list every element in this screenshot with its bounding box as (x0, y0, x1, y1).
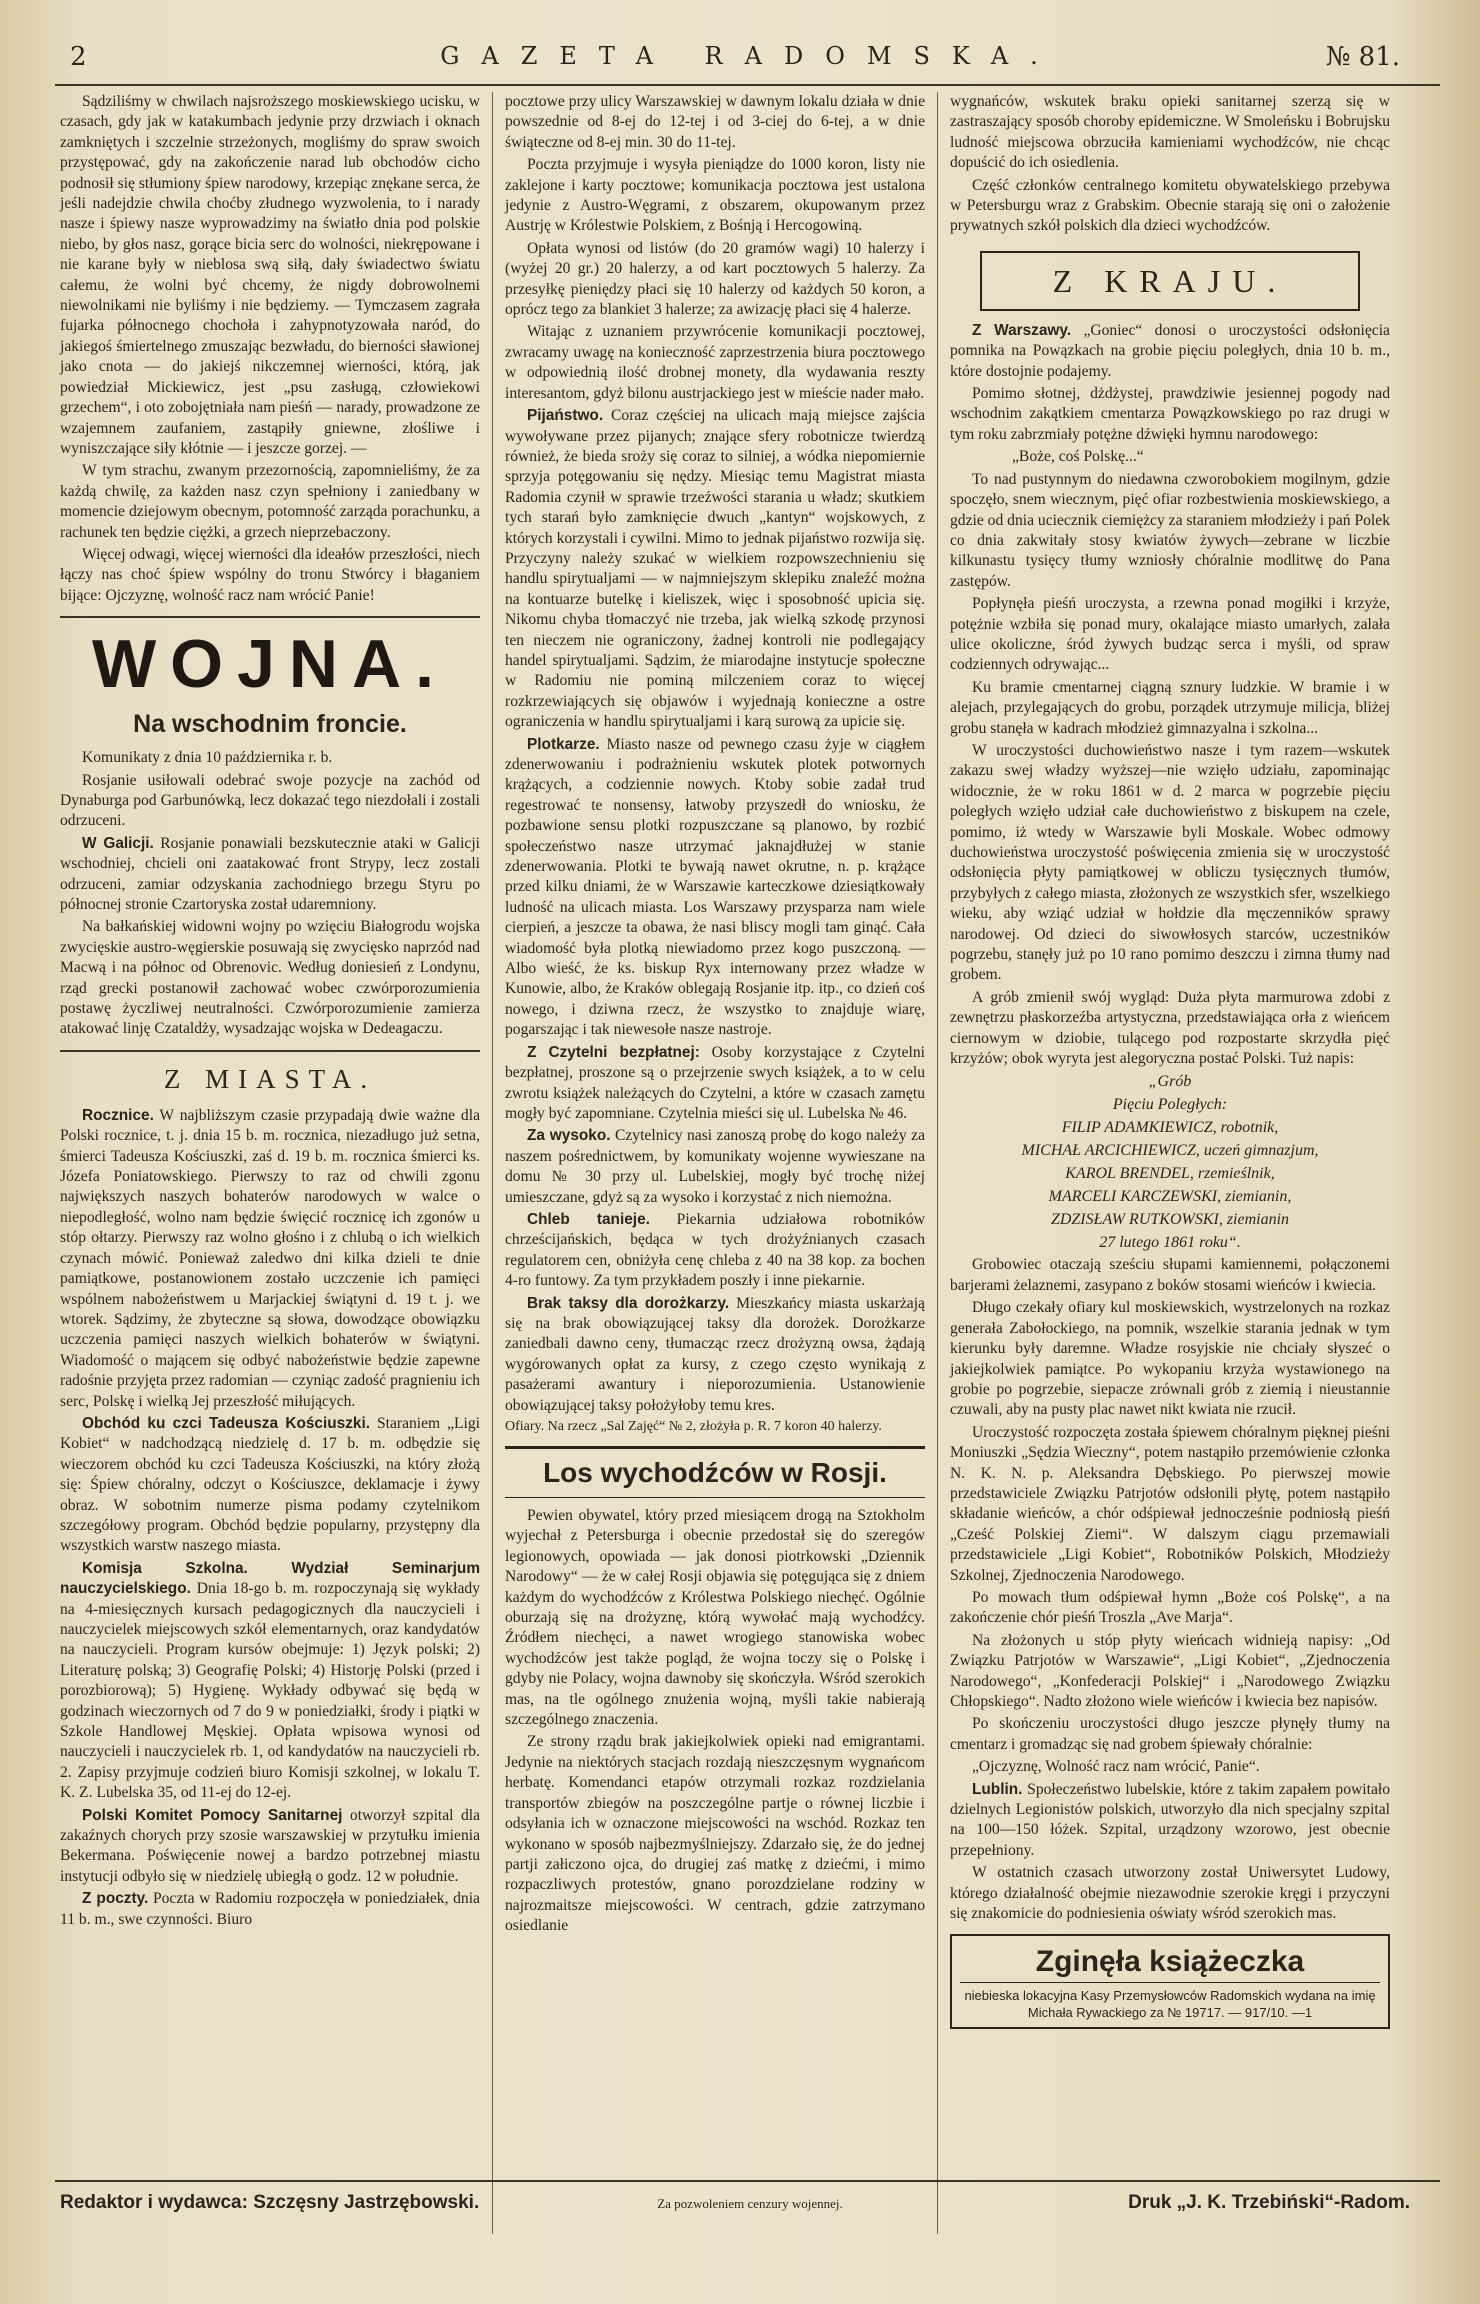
article-paragraph: wygnańców, wskutek braku opieki sanitarnej szerzą się w zastraszający sposób choroby epidemiczne. W Smoleńsku i Bobrujsku ludność miejscowa obrzuciła kamieniami wychodźców, nie chcąc dopuścić do ich osiedlenia. (950, 93, 1390, 172)
inscription-line: FILIP ADAMKIEWICZ, robotnik, (1061, 1119, 1279, 1137)
section-rule (60, 616, 480, 618)
lead-in: Pijaństwo. (527, 407, 604, 425)
lead-in: W Galicji. (82, 834, 154, 852)
article-paragraph: Po skończeniu uroczystości długo jeszcze płynęły tłumy na cmentarz i gromadząc się nad grobem śpiewały chóralnie: (950, 1715, 1390, 1753)
war-headline: WOJNA. (92, 626, 448, 703)
column-1 (60, 92, 480, 1932)
hymn-quote: „Boże, coś Polskę...“ (1012, 448, 1144, 466)
article-paragraph: Część członków centralnego komitetu obywatelskiego przebywa w Petersburgu wraz z Grabskim. Obecnie starają się oni o założenie prywatnych szkół polskich dla dzieci wychodźców. (950, 176, 1390, 235)
lead-in: Brak taksy dla dorożkarzy. (527, 1294, 730, 1312)
article-paragraph: Grobowiec otaczają sześciu słupami kamiennemi, połączonemi barjerami żelaznemi, zasypano z boków stosami wieńców i kwiecia. (950, 1256, 1390, 1294)
article-paragraph: To nad pustynnym do niedawna czworobokiem mogilnym, gdzie spoczęło, snem wiecznym, pięć ofiar rozbestwienia moskiewskiego, a gdzie od dnia uciecznik ciemiężcy za staraniem młodzieży i pań Polek co dnia zakwitały stosy kwiatów żywych—zebrane w liczbie kilkunastu tysięcy tłumy wzniosły chóralnie modlitwę do Pana zastępów. (950, 470, 1390, 590)
war-paragraph: W Galicji. Rosjanie ponawiali bezskutecznie ataki w Galicji wschodniej, chcieli oni zaatakować front Strypy, lecz zostali odrzuceni, zamiar odzyskania zachodniego brzegu Styru po północnej stronie Czartoryska został udaremniony. (60, 834, 480, 913)
inscription-line: „Grób (1148, 1073, 1192, 1091)
lead-in: Z poczty. (82, 1890, 149, 1908)
inscription-line: 27 lutego 1861 roku“. (1099, 1234, 1241, 1252)
news-item: Polski Komitet Pomocy Sanitarnej otworzył szpital dla zakaźnych chorych przy szosie warszawskiej w przytułku imienia Bekermana. Poświęcenie nowej a bardzo potrzebnej miastu instytucji odbyło się w niedzielę ubiegłą o godz. 12 w południe. (60, 1806, 480, 1885)
war-paragraph: Rosjanie usiłowali odebrać swoje pozycje na zachód od Dynaburga pod Garbunówką, lecz dokazać tego niezdołali i zostali odrzuceni. (60, 771, 480, 830)
article-paragraph: W tym strachu, zwanym przezornością, zapomnieliśmy, że za każdą chwilę, za każden nasz czyn spełniony i zaniedbany w momencie dziejowym obecnym, potomność zarząda porachunku, a rachunek ten będzie ciężki, a grzech nieprzebaczony. (60, 462, 480, 541)
lead-in: Chleb tanieje. (527, 1210, 650, 1228)
lead-in: Lublin. (972, 1780, 1023, 1798)
article-paragraph: A grób zmienił swój wygląd: Duża płyta marmurowa zdobi z zewnętrzu płaskorzeźba artystyczna, przedstawiająca orła z wieńcem ciernowym w dziobie, tulącego pod rozpostarte skrzydła pięć krzyżów; obok wyryta jest alegoryczna postać Polski. Tuż napis: (950, 988, 1390, 1068)
lead-in: Plotkarze. (527, 735, 600, 753)
lost-notice-text: niebieska lokacyjna Kasy Przemysłowców Radomskich wydana na imię Michała Rywackiego za № 19717. — 917/10. —1 (964, 1988, 1376, 2021)
news-item: Chleb tanieje. Piekarnia udziałowa robotników chrześcijańskich, będąca w tych drożyźnianych czasach regulatorem cen, obniżyła cenę chleba z 40 na 38 kop. za bochen 4-ro funtowy. Za tym przykładem poszły i inne piekarnie. (505, 1210, 926, 1290)
news-item: Opłata wynosi od listów (do 20 gramów wagi) 10 halerzy i (wyżej 20 gr.) 20 halerzy, a od kart pocztowych 5 halerzy. Za przesyłkę pieniędzy płaci się 10 halerzy od każdych 50 koron, a oprócz tego za blankiet 3 halerze; za awizację płaci się 4 halerze. (505, 239, 925, 319)
page-number: 2 (70, 42, 87, 72)
lost-notice-box (950, 1934, 1390, 2029)
lead-in: Za wysoko. (527, 1127, 611, 1145)
anthem-quote: „Ojczyznę, Wolność racz nam wrócić, Panie“. (972, 1758, 1260, 1776)
editor-credit: Redaktor i wydawca: Szczęsny Jastrzębowski. (60, 2192, 480, 2213)
inscription-line: Pięciu Poległych: (1112, 1096, 1228, 1114)
city-section-heading: Z MIASTA. (163, 1063, 377, 1094)
lead-in: Z Warszawy. (972, 321, 1072, 339)
emigrants-headline: Los wychodźców w Rosji. (543, 1457, 887, 1488)
donations-note: Ofiary. Na rzecz „Sal Zajęć“ № 2, złożyła p. R. 7 koron 40 halerzy. (505, 1419, 882, 1434)
news-item: Rocznice. W najbliższym czasie przypadają dwie ważne dla Polski rocznice, t. j. dnia 15 b. m. rocznica, niezadługo już setna, śmierci Tadeusza Kościuszki, zaś d. 19 b. m. rocznica śmierci ks. Józefa Poniatowskiego. Pierwszy to raz od chwili zgonu największych naszych bohaterów narodowych w walce o niepodległość, wolno nam będzie święcić rocznicę ich zgonów u stóp ołtarzy. Pierwszy raz wolno głośno i z chlubą o ich wielkich czynach mówić. Ponieważ zaledwo dni kilka dzieli te dnie pamiątkowe, postanowionem zostało uczczenie ich pamięci wspólnem nabożeństwem u Marjackiej świątyni d. 19 t. j. we wtorek. Sądzimy, że zbyteczne są słowa, dowodzące obowiązku uczczenia pamięci naszych wielkich bohaterów w świątyni. Wiadomość o mającem się odbyć nabożeństwie będzie zapewne radośnie przyjęta przez radomian — czyniąc zadość pragnieniu ich serc, Polskę i wielką Jej przeszłość miłujących. (60, 1106, 480, 1410)
news-item: Brak taksy dla dorożkarzy. Mieszkańcy miasta uskarżają się na brak obowiązującej taksy dla dorożek. Dorożkarze zaniedbali dawno ceny, tłumacząc rzecz drożyzną owsa, żądają wygórowanych opłat za kursy, z czego często wynikają z pasażerami awantury i nieporozumienia. Ustanowienie obowiązującej taksy położyłoby temu kres. (505, 1294, 925, 1414)
article-paragraph: W ostatnich czasach utworzony został Uniwersytet Ludowy, którego działalność obejmie niezawodnie szerokie kręgi i przyczyni się znakomicie do podniesienia oświaty wśród szerokich mas. (950, 1864, 1390, 1923)
article-paragraph: Po mowach tłum odśpiewał hymn „Boże coś Polskę“, a na zakończenie chór pieśń Troszla „Ave Marja“. (950, 1588, 1390, 1627)
inscription-line: KAROL BRENDEL, rzemieślnik, (1065, 1165, 1275, 1183)
inscription-line: MARCELI KARCZEWSKI, ziemianin, (1048, 1188, 1292, 1206)
news-item: Za wysoko. Czytelnicy nasi zanoszą probę do kogo należy za naszem pośrednictwem, by komunikaty wojenne wywieszane na domu № 30 przy ul. Lubelskiej, mogły być trochę niżej umieszczane, gdyż są za wysoko i korzystać z nich niemożna. (505, 1127, 925, 1206)
article-paragraph: Uroczystość rozpoczęta została śpiewem chóralnym pięknej pieśni Moniuszki „Sędzia Wieczny“, potem nastąpiło przemówienie członka N. K. N. p. Aleksandra Dębskiego. Po pierwszej mowie przedstawiciele Związku Patrjotów odsłonili płytę, potem nastąpiło składanie wieńców, a chór odśpiewał jednocześnie podniosłą pieśń „Cześć Polskiej Ziemi“. W dalszym ciągu przemawiali przedstawiciele „Ligi Kobiet“, Robotników Polskich, Młodzieży Szkolnej, Zjednoczenia Narodowego. (950, 1423, 1390, 1584)
footer (60, 2192, 1440, 2222)
inscription-line: ZDZISŁAW RUTKOWSKI, ziemianin (1050, 1211, 1290, 1229)
newspaper-title: GAZETA RADOMSKA. (440, 42, 1060, 70)
lead-in: Komisja Szkolna. Wydział Seminarjum nauczycielskiego. (60, 1559, 480, 1598)
country-section-heading: Z KRAJU. (980, 251, 1360, 311)
lost-notice-title: Zginęła książeczka (960, 1942, 1380, 1983)
article-paragraph: Długo czekały ofiary kul moskiewskich, wystrzelonych na rozkaz generała Zabołockiego, na pomnik, wszelkie starania jednak w tym kierunku były daremne. Władze rosyjskie nie chciały słyszeć o jakiejkolwiek pamiątce. Po wykopaniu krzyża wystawionego na grobie po pogrzebie, siepacze zrównali grób z ziemią i nieustannie czuwali, aby na pusty plac nawet nikt kwiata nie rzucił. (950, 1299, 1390, 1419)
section-rule (60, 1050, 480, 1052)
news-item: Komisja Szkolna. Wydział Seminarjum nauczycielskiego. Dnia 18-go b. m. rozpoczynają się wykłady na 4-miesięcznych kursach pedagogicznych dla nauczycieli i nauczycielek miejscowych szkół elementarnych, oraz kandydatów na nauczycieli. Program kursów obejmuje: 1) Język polski; 2) Literaturę polską; 3) Geografię Polski; 4) Historję Polski (przed i porozbiorową); 5) Hygienę. Wykłady odbywać się będą w godzinach wieczornych od 7 do 9 w poniedziałki, środy i piątki w Szkole Handlowej Męskiej. Opłata wpisowa wynosi od nauczycieli i nauczycielek rb. 1, od kandydatów na nauczycieli rb. 2. Zapisy przyjmuje codzień biuro Komisji szkolnej, w lokalu T. K. Z. Lubelska 35, od 11-ej do 12-ej. (60, 1559, 480, 1802)
censor-note: Za pozwoleniem cenzury wojennej. (657, 2196, 843, 2211)
article-paragraph: Popłynęła pieśń uroczysta, a rzewna ponad mogiłki i krzyże, potężnie wzbiła się ponad mury, okalające miasto umarłych, zalała ulice okoliczne, śród żywych budząc serca i myśli, od spraw codziennych odrywając... (950, 595, 1390, 674)
news-item: Plotkarze. Miasto nasze od pewnego czasu żyje w ciągłem zdenerwowaniu i podrażnieniu wskutek plotek potwornych krążących, a codziennie nowych. Ktoby sobie zadał trud regestrować te nonsensy, łatwoby przyszedł do wniosku, że pozbawione sensu plotki rozpuszczane są planowo, by rozbić społeczeństwo nasze utrzymać jaknajdłużej w stanie zdenerwowania. Plotki te bywają nawet okrutne, n. p. krążące przed kilku dniami, że w Warszawie karteczkowe dziesiątkowały ludność na ulicach miasta. Los Warszawy przysparza nam wiele cierpień, a jeszcze ta obawa, że nasi bliscy mogli tam ginąć. Cała wiadomość była plotką niewiadomo przez kogo puszczoną. — Albo wieść, że ks. biskup Ryx internowany przez władze w Kunowie, albo, że Kraków oblegają Rosjanie itp. itp., co dzień coś nowego, i dziwna rzecz, że wszystko to znajduje wiarę, pogarszając i tak niewesołe nasze nastroje. (505, 735, 925, 1039)
lead-in: Polski Komitet Pomocy Sanitarnej (82, 1806, 343, 1824)
footer-rule (55, 2180, 1440, 2182)
article-paragraph: Pomimo słotnej, dżdżystej, prawdziwie jesiennej pogody nad wschodnim zakątkiem cmentarza Powązkowskiego po raz drugi w tym roku zabrzmiały potężne dźwięki hymnu narodowego: (950, 385, 1390, 443)
printer-credit: Druk „J. K. Trzebiński“-Radom. (1128, 2192, 1410, 2213)
news-item: Pijaństwo. Coraz częściej na ulicach mają miejsce zajścia wywoływane przez pijanych; znające sfery robotnicze twierdzą również, że bieda sroży się coraz to silniej, a wódka niepomiernie sprzyja potęgowaniu się nędzy. Miesiąc temu Magistrat miasta Radomia czynił w sprawie trzeźwości starania u władz; skutkiem tych starań było zamknięcie dwuch „kantyn“ wojskowych, z których korzystali i cywilni. Mimo to jednak pijaństwo rozwija się. Przyczyny należy szukać w wielkiem rozpowszechnieniu się handlu spirytualjami — w najmniejszym sklepiku znaleźć można na kontuarze butelkę i kieliszek, więc i sposobność upicia się. Nikomu chyba tłomaczyć nie trzeba, jak wielką szkodę przynosi ten nieczem nie ograniczony, żadnej kontroli nie podlegający handel spirytualjami. Sądzim, że miarodajne instytucje społeczne w Radomiu nie pominą milczeniem coraz to więcej rozkrzewiających się objawów i wyjednają konieczne a ostre ograniczenia w handlu spirytualjami i karą surową za upicie się. (505, 407, 925, 731)
article-paragraph: Sądziliśmy w chwilach najsroższego moskiewskiego ucisku, w czasach, gdy jak w katakumbach jedynie przy drzwiach i oknach zamkniętych i szczelnie strzeżonych, mogliśmy do spraw swoich przystępować, gdy na zakończenie narad lub obchodów cicho podnosił się stłumiony śpiew narodowy, krzepiąc znękane serca, że jeśli nadejdzie chwila choćby złudnego wyzwolenia, to i narady nasze i śpiewy nasze wyprowadzimy na światło dnia pod polskie niebo, by głos nasz, gorące bicia serc do wolności, niekrępowane i nie karane były w nieblosa swą siłą, dały świadectwo światu całemu, że wolni być chcemy, że nigdy dobrowolnemi niewolnikami nie byliśmy i nie będziemy. — Tymczasem zagrała fujarka północnego chochoła i zahypnotyzowała naród, do jakiegoś śmiertelnego zmuszając bezwładu, do bierności sławionej jako cnota — do jakiejś nikczemnej wierności, którą, jak powiedział Mickiewicz, jest „psu zasługą, człowiekowi grzechem“, i oto zobojętniała nam pieśń — narady, prowadzone ze wzajemnem zaufaniem, zastąpiły gniewne, złośliwe i wyniszczające siły kłótnie — i jeszcze gorzej. — (60, 93, 480, 457)
news-item: Z Czytelni bezpłatnej: Osoby korzystające z Czytelni bezpłatnej, proszone są o przejrzenie swych książek, a to w celu zwrotu książek należących do Czytelni, a które w czasach zamętu mogły być zapomniane. Czytelnia mieści się ul. Lubelska № 46. (505, 1043, 925, 1122)
war-paragraph: Na bałkańskiej widowni wojny po wzięciu Białogrodu wojska zwycięskie austro-węgierskie posuwają się zwycięsko naprzód nad Macwą i na północ od Obrenovic. Według doniesień z Londynu, rząd grecki postanowił zachować wobec czwórporozumienia postawę życzliwej neutralności. Czwórporozumienie zamierza atakować linję Czataldży, wysadzając wojska w Dedeagaczu. (60, 918, 480, 1038)
lead-in: Obchód ku czci Tadeusza Kościuszki. (82, 1414, 371, 1432)
article-title-box (505, 1446, 925, 1498)
news-item: Poczta przyjmuje i wysyła pieniądze do 1000 koron, listy nie zaklejone i karty pocztowe; komunikacja pocztowa jest ustalona jedynie z Austro-Węgrami, z obszarem, okupowanym przez Austrję w Królestwie Polskiem, z Bośnją i Hercogowiną. (505, 156, 925, 235)
news-item: pocztowe przy ulicy Warszawskiej w dawnym lokalu działa w dnie powszednie od 8-ej do 12-tej i od 3-ciej do 6-tej, a w dnie świąteczne od 8-ej min. 30 do 11-tej. (505, 93, 925, 151)
news-item: Z poczty. Poczta w Radomiu rozpoczęła w poniedziałek, dnia 11 b. m., swe czynności. Biuro (60, 1890, 480, 1928)
news-item: Z Warszawy. „Goniec“ donosi o uroczystości odsłonięcia pomnika na Powązkach na grobie pięciu poległych, dnia 10 b. m., które dostojnie podajemy. (950, 321, 1390, 380)
article-paragraph: W uroczystości duchowieństwo nasze i tym razem—wskutek zakazu swej władzy wyższej—nie wzięło udziału, zapominając widocznie, że w roku 1861 w d. 2 marca w pogrzebie pięciu poległych wzięło udział całe duchowieństwo z biskupem na czele, pomimo, iż wtedy w Warszawie byli Moskale. Wobec odmowy duchowieństwa uroczystość poświęcenia zmienia się w uroczystość odsłonięcia płyty pamiątkowej w obliczu tysięcznych tłumów, przybyłych z całego miasta, złożonych ze wszystkich sfer, wszelkiego wieku, aby wziąć udział w hołdzie dla męczenników sprawy narodowej. Od dzieci do siwowłosych starców, uczestników pogrzebu, stanęły już po 10 rano pomimo deszczu i zimna tłumy nad grobem. (950, 741, 1390, 984)
column-2 (505, 92, 925, 1939)
article-paragraph: Ze strony rządu brak jakiejkolwiek opieki nad emigrantami. Jedynie na niektórych stacjach rozdają nieszczęsnym wygnańcom herbatę. Komendanci etapów otrzymali rozkaz rozdzielania transportów zbiegów na poszczególne partje o równej liczbie i odsyłania ich w oznaczone miejscowości na wschód. Rozkaz ten wykonano w sposób najbezmyślniejszy. Zdarzało się, że do jednej partji załiczono ojca, do drugiej zaś matkę z dziećmi, i mimo rozpaczliwych protestów, gnano porozdzielane rodziny w najrozmaitsze miejscowości. W centrach, gdzie zatrzymano osiedlanie (505, 1733, 925, 1935)
lead-in: Z Czytelni bezpłatnej: (527, 1043, 700, 1061)
news-item: Lublin. Społeczeństwo lubelskie, które z takim zapałem powitało dzielnych Legionistów polskich, utworzyło dla nich specjalny szpital na 100—150 łóżek. Szpital, urządzony wzorowo, jest obecnie przepełniony. (950, 1780, 1390, 1859)
news-item: Obchód ku czci Tadeusza Kościuszki. Staraniem „Ligi Kobiet“ w nadchodzącą niedzielę d. 17 b. m. odbędzie się wieczorem obchód ku czci Tadeusza Kościuszki, na który złożą się: Śpiew chóralny, odczyt o Kościuszce, deklamacje i żywy obraz. W sobotnim numerze pisma podamy czytelnikom szczegółowy program. Obchód będzie popularny, przystępny dla wszystkich warstw naszego miasta. (60, 1414, 480, 1555)
article-paragraph: Na złożonych u stóp płyty wieńcach widnieją napisy: „Od Związku Patrjotów w Warszawie“, „Ligi Kobiet“, „Zjednoczenia Narodowego“, „Konfederacji Polskiej“ i „Narodowego Związku Chłopskiego“. Nadto złożono wiele wieńców i kwiecia bez napisów. (950, 1631, 1390, 1710)
header-rule (55, 84, 1440, 86)
news-item: Witając z uznaniem przywrócenie komunikacji pocztowej, zwracamy uwagę na konieczność zaprzestrzenia biura pocztowego w odpowiednią ilość drobnej monety, dla wydawania reszty interesantom, gdyż bilonu austrjackiego jest w mieście nader mało. (505, 323, 925, 402)
article-paragraph: Ku bramie cmentarnej ciągną sznury ludzkie. W bramie i w alejach, przylegających do grobu, porządek utrzymuje milicja, bliżej grobu stanęła w kadrach młodzież gimnazyalna i szkolna... (950, 678, 1390, 737)
column-3 (950, 92, 1390, 2029)
front-subheading: Na wschodnim froncie. (133, 710, 407, 739)
article-paragraph: Pewien obywatel, który przed miesiącem drogą na Sztokholm wyjechał z Petersburga i obecnie przedostał się do szeregów legionowych, opowiada — jak donosi piotrkowski „Dziennik Narodowy“ — że w całej Rosji objawia się potęgująca się z dniem każdym do wychodźców z Królestwa Polskiego niechęć. Ogólnie oburzają się na drożyznę, którą wywołać mają wychodźcy. Źródłem niechęci, a nawet wrogiego stanowiska wobec wychodźców jest także pogląd, że wojna toczy się o Polskę i gdyby nie Polacy, wojna dawnoby się skończyła. Wśród szerokich mas, na tle ogólnego znużenia wojną, myśli takie nabierają szczególnego znaczenia. (505, 1507, 925, 1729)
column-divider (937, 92, 938, 2234)
issue-number: № 81. (1325, 42, 1400, 72)
lead-in: Rocznice. (82, 1106, 154, 1124)
inscription-line: MICHAŁ ARCICHIEWICZ, uczeń gimnazjum, (1021, 1142, 1319, 1160)
article-paragraph: Więcej odwagi, więcej wierności dla ideałów przeszłości, niech łączy nas choć śpiew wspólny do tronu Stwórcy i błaganiem bijące: Ojczyznę, wolność racz nam wrócić Panie! (60, 545, 480, 604)
column-divider (492, 92, 493, 2234)
masthead-bar (60, 42, 1440, 78)
war-paragraph: Komunikaty z dnia 10 października r. b. (82, 749, 333, 767)
